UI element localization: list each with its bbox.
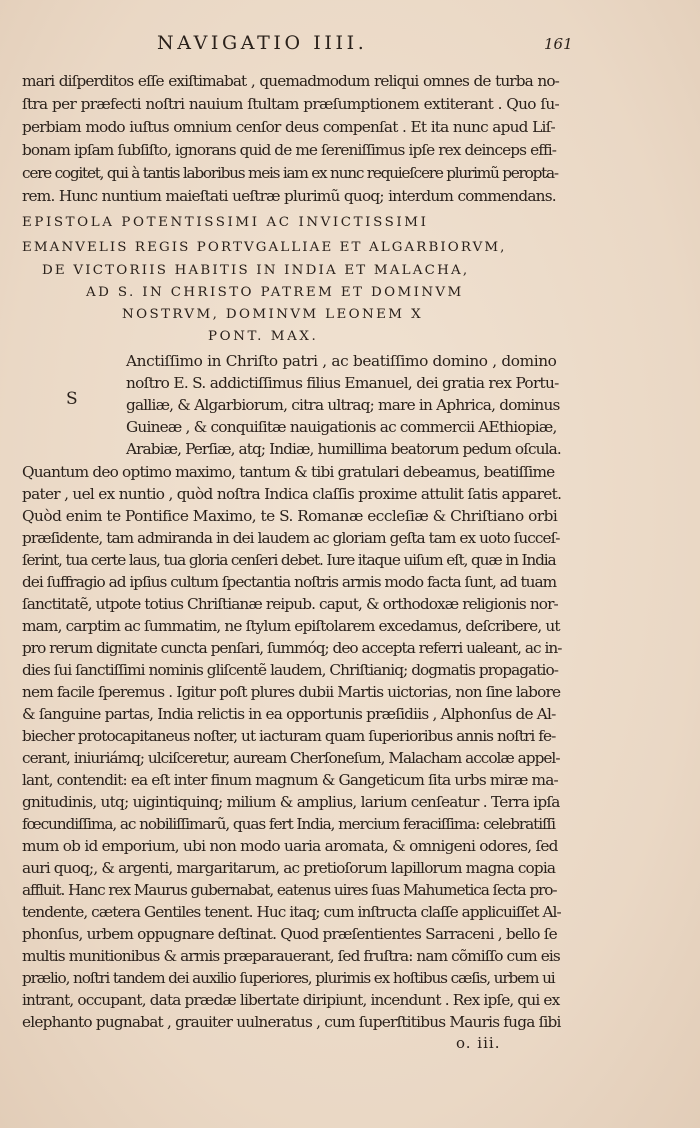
text-line: dies ſui ſanctiſſimi nominis gliſcentẽ laudem, Chriſtianiq; dogmatis propagatio- xyxy=(22,661,558,679)
heading-line: EPISTOLA POTENTISSIMI AC INVICTISSIMI xyxy=(22,215,429,230)
text-line: affluit. Hanc rex Maurus gubernabat, eatenus uires ſuas Mahumetica ſecta pro- xyxy=(22,881,557,899)
text-line: cerant, iniuriámq; ulciſceretur, auream Cherſoneſum, Malacham accolæ appel- xyxy=(22,749,560,767)
text-line: ſerint, tua certe laus, tua gloria cenſeri debet. Iure itaque uiſum eſt, quæ in India xyxy=(22,551,556,569)
text-line: Quantum deo optimo maximo, tantum & tibi gratulari debeamus, beatiſſime xyxy=(22,463,555,481)
heading-line: AD S. IN CHRISTO PATREM ET DOMINVM xyxy=(86,285,464,300)
text-line: mari diſperditos eſſe exiſtimabat , quemadmodum reliqui omnes de turba no- xyxy=(22,72,559,90)
heading-line: EMANVELIS REGIS PORTVGALLIAE ET ALGARBIORVM, xyxy=(22,240,507,255)
text-line: dei ſuffragio ad ipſius cultum ſpectantia noſtris armis modo facta ſunt, ad tuam xyxy=(22,573,557,591)
text-line: phonſus, urbem oppugnare deſtinat. Quod præſentientes Sarraceni , bello ſe xyxy=(22,925,557,943)
text-line: galliæ, & Algarbiorum, citra ultraq; mare in Aphrica, dominus xyxy=(126,396,560,414)
text-line: noſtro E. S. addictiſſimus filius Emanuel, dei gratia rex Portu- xyxy=(126,374,559,392)
initial-letter: S xyxy=(66,389,78,409)
text-line: præſidente, tam admiranda in dei laudem ac gloriam geſta tam ex uoto ſucceſ- xyxy=(22,529,560,547)
text-line: gnitudinis, utq; uigintiquinq; milium & amplius, larium cenſeatur . Terra ipſa xyxy=(22,793,560,811)
text-line: tendente, cætera Gentiles tenent. Huc itaq; cum inſtructa claſſe applicuiſſet Al- xyxy=(22,903,561,921)
text-line: auri quoq;, & argenti, margaritarum, ac pretioſorum lapillorum magna copia xyxy=(22,859,556,877)
text-line: pater , uel ex nuntio , quòd noſtra Indica claſſis proxime attulit ſatis apparet. xyxy=(22,485,562,503)
text-line: intrant, occupant, data prædæ libertate diripiunt, incendunt . Rex ipſe, qui ex xyxy=(22,991,560,1009)
text-line: ſtra per præfecti noſtri nauium ſtultam præſumptionem extiterant . Quo ſu- xyxy=(22,95,559,113)
text-line: prælio, noſtri tandem dei auxilio ſuperiores, plurimis ex hoſtibus cæſis, urbem ui xyxy=(22,969,555,987)
text-line: Arabiæ, Perſiæ, atq; Indiæ, humillima beatorum pedum oſcula. xyxy=(126,440,561,458)
heading-line: PONT. MAX. xyxy=(208,329,319,344)
heading-line: NOSTRVM, DOMINVM LEONEM X xyxy=(122,307,424,322)
text-line: lant, contendit: ea eſt inter finum magnum & Gangeticum ſita urbs miræ ma- xyxy=(22,771,558,789)
text-line: ſanctitatẽ, utpote totius Chriſtianæ reipub. caput, & orthodoxæ religionis nor- xyxy=(22,595,558,613)
text-line: elephanto pugnabat , grauiter uulneratus , cum ſuperſtitibus Mauris fuga ſibi xyxy=(22,1013,561,1031)
text-line: Anctiſſimo in Chriſto patri , ac beatiſſimo domino , domino xyxy=(126,352,557,370)
text-line: pro rerum dignitate cuncta penſari, ſummóq; deo accepta referri ualeant, ac in- xyxy=(22,639,562,657)
text-line: Quòd enim te Pontifice Maximo, te S. Romanæ eccleſiæ & Chriſtiano orbi xyxy=(22,507,558,525)
text-line: Guineæ , & conquiſitæ nauigationis ac commercii AEthiopiæ, xyxy=(126,418,557,436)
running-title: NAVIGATIO IIII. xyxy=(157,32,368,54)
text-line: fœcundiſſima, ac nobiliſſimarũ, quas fert India, mercium feraciſſima: celebratiſſi xyxy=(22,815,555,833)
catchword: o. iii. xyxy=(456,1034,501,1052)
text-line: cere cogitet, qui à tantis laboribus meis iam ex nunc requieſcere plurimũ peropta- xyxy=(22,164,558,182)
text-line: rem. Hunc nuntium maieſtati ueſtræ plurimũ quoq; interdum commendans. xyxy=(22,187,556,205)
text-line: bonam ipſam ſubſiſto, ignorans quid de me ſereniſſimus ipſe rex deinceps effi- xyxy=(22,141,557,159)
heading-line: DE VICTORIIS HABITIS IN INDIA ET MALACHA, xyxy=(42,263,470,278)
text-line: mam, carptim ac ſummatim, ne ſtylum epiſtolarem excedamus, deſcribere, ut xyxy=(22,617,560,635)
text-line: biecher protocapitaneus noſter, ut iacturam quam ſuperioribus annis noſtri fe- xyxy=(22,727,556,745)
text-line: nem facile ſperemus . Igitur poſt plures dubii Martis uictorias, non ſine labore xyxy=(22,683,561,701)
running-head xyxy=(0,32,700,62)
text-line: & ſanguine partas, India relictis in ea opportunis præſidiis , Alphonſus de Al- xyxy=(22,705,556,723)
text-line: perbiam modo iuſtus omnium cenſor deus compenſat . Et ita nunc apud Liſ- xyxy=(22,118,555,136)
text-line: multis munitionibus & armis præparauerant, ſed fruſtra: nam cõmiſſo cum eis xyxy=(22,947,560,965)
folio-number: 161 xyxy=(544,35,573,53)
text-line: mum ob id emporium, ubi non modo uaria aromata, & omnigeni odores, ſed xyxy=(22,837,558,855)
